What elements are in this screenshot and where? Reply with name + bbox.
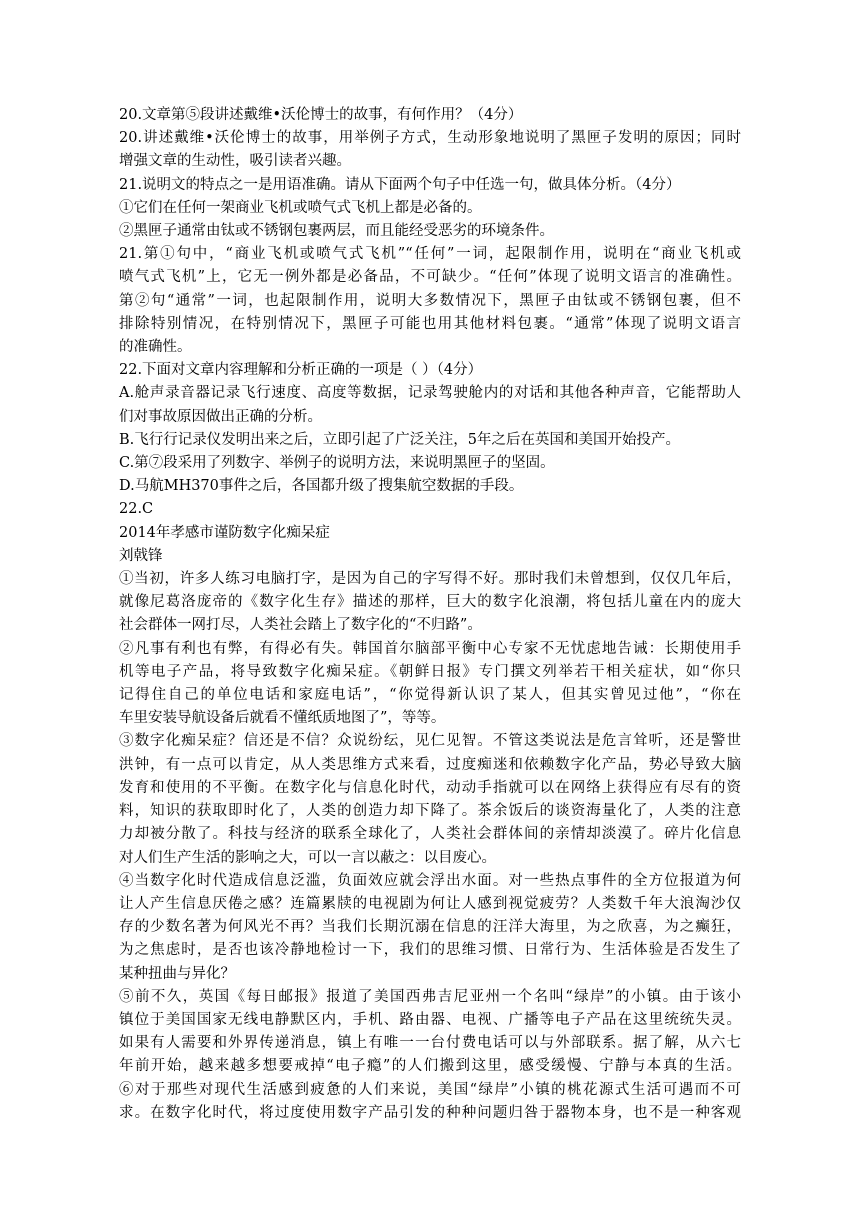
text-line: 对人们生产生活的影响之大，可以一言以蔽之：以目废心。	[119, 849, 496, 866]
text-line: ③数字化痴呆症？信还是不信？众说纷纭，见仁见智。不管这类说法是危言耸听，还是警世	[119, 733, 741, 750]
document-page	[119, 104, 741, 1125]
text-line: 20.讲述戴维•沃伦博士的故事，用举例子方式，生动形象地说明了黑匣子发明的原因；同时	[119, 130, 741, 147]
text-line: 的准确性。	[119, 339, 192, 356]
text-line: 求。在数字化时代，将过度使用数字产品引发的种种问题归咎于器物本身，也不是一种客观	[119, 1104, 741, 1121]
text-line: 某种扭曲与异化？	[119, 965, 235, 982]
text-line: B.飞行行记录仪发明出来之后，立即引起了广泛关注，5年之后在英国和美国开始投产。	[119, 431, 680, 448]
text-line: 存的少数名著为何风光不再？当我们长期沉溺在信息的汪洋大海里，为之欣喜，为之癫狂，	[119, 919, 741, 936]
text-line: 21.第①句中，“商业飞机或喷气式飞机”“任何”一词，起限制作用，说明在“商业飞机或	[119, 246, 741, 263]
text-line: 洪钟，有一点可以肯定，从人类思维方式来看，过度痴迷和依赖数字化产品，势必导致大脑	[119, 756, 741, 773]
text-line: 发育和使用的不平衡。在数字化与信息化时代，动动手指就可以在网络上获得应有尽有的资	[119, 779, 741, 796]
text-line: 让人产生信息厌倦之感？连篇累牍的电视剧为何让人感到视觉疲劳？人类数千年大浪淘沙仅	[119, 895, 741, 912]
text-line: 20.文章第⑤段讲述戴维•沃伦博士的故事，有何作用？（4分）	[119, 107, 523, 123]
text-line: C.第⑦段采用了列数字、举例子的说明方法，来说明黑匣子的坚固。	[119, 455, 555, 472]
text-line: 22.下面对文章内容理解和分析正确的一项是（ ）（4分）	[119, 362, 483, 379]
text-line: 增强文章的生动性，吸引读者兴趣。	[119, 153, 351, 170]
text-line: 21.说明文的特点之一是用语准确。请从下面两个句子中任选一句，做具体分析。（4分）	[119, 176, 681, 193]
text-line: ⑤前不久，英国《每日邮报》报道了美国西弗吉尼亚州一个名叫“绿岸”的小镇。由于该小	[119, 988, 741, 1005]
text-line: 镇位于美国国家无线电静默区内，手机、路由器、电视、广播等电子产品在这里统统失灵。	[119, 1011, 741, 1028]
text-line: 记得住自己的单位电话和家庭电话”，“你觉得新认识了某人，但其实曾见过他”，“你在	[119, 687, 741, 704]
text-line: 力却被分散了。科技与经济的联系全球化了，人类社会群体间的亲情却淡漠了。碎片化信息	[119, 826, 741, 843]
text-line: 年前开始，越来越多想要戒掉“电子瘾”的人们搬到这里，感受缓慢、宁静与本真的生活。	[119, 1058, 741, 1075]
text-line: ①当初，许多人练习电脑打字，是因为自己的字写得不好。那时我们未曾想到，仅仅几年后，	[119, 571, 741, 588]
text-line: 排除特别情况，在特别情况下，黑匣子可能也用其他材料包裹。“通常”体现了说明文语言	[119, 315, 741, 332]
text-line: ④当数字化时代造成信息泛滥，负面效应就会浮出水面。对一些热点事件的全方位报道为何	[119, 872, 741, 889]
text-line: 为之焦虑时，是否也该冷静地检讨一下，我们的思维习惯、日常行为、生活体验是否发生了	[119, 942, 741, 959]
text-line: 喷气式飞机”上，它无一例外都是必备品，不可缺少。“任何”体现了说明文语言的准确性。	[119, 269, 741, 286]
text-line: ①它们在任何一架商业飞机或喷气式飞机上都是必备的。	[119, 199, 482, 216]
text-line: 们对事故原因做出正确的分析。	[119, 408, 322, 425]
text-line: 车里安装导航设备后就看不懂纸质地图了”，等等。	[119, 710, 446, 727]
text-line: 第②句“通常”一词，也起限制作用，说明大多数情况下，黑匣子由钛或不锈钢包裹，但不	[119, 292, 741, 309]
text-line: ②凡事有利也有弊，有得必有失。韩国首尔脑部平衡中心专家不无忧虑地告诫：长期使用手	[119, 640, 741, 657]
text-line: A.舱声录音器记录飞行速度、高度等数据，记录驾驶舱内的对话和其他各种声音，它能帮助人	[119, 385, 741, 402]
text-line: ⑥对于那些对现代生活感到疲惫的人们来说，美国“绿岸”小镇的桃花源式生活可遇而不可	[119, 1081, 741, 1098]
text-line: 就像尼葛洛庞帝的《数字化生存》描述的那样，巨大的数字化浪潮，将包括儿童在内的庞大	[119, 594, 741, 611]
text-line: 社会群体一网打尽，人类社会踏上了数字化的“不归路”。	[119, 617, 482, 634]
text-line: 刘戟锋	[119, 547, 163, 564]
text-line: 料，知识的获取即时化了，人类的创造力却下降了。茶余饭后的谈资海量化了，人类的注意	[119, 803, 741, 820]
text-line: 机等电子产品，将导致数字化痴呆症。《朝鲜日报》专门撰文列举若干相关症状，如“你只	[119, 663, 741, 680]
text-line: 如果有人需要和外界传递消息，镇上有唯一一台付费电话可以与外部联系。据了解，从六七	[119, 1035, 741, 1052]
text-line: 2014年孝感市谨防数字化痴呆症	[119, 524, 330, 541]
text-line: 22.C	[119, 501, 154, 518]
text-line: ②黑匣子通常由钛或不锈钢包裹两层，而且能经受恶劣的环境条件。	[119, 223, 554, 240]
text-line: D.马航MH370事件之后，各国都升级了搜集航空数据的手段。	[119, 478, 524, 495]
